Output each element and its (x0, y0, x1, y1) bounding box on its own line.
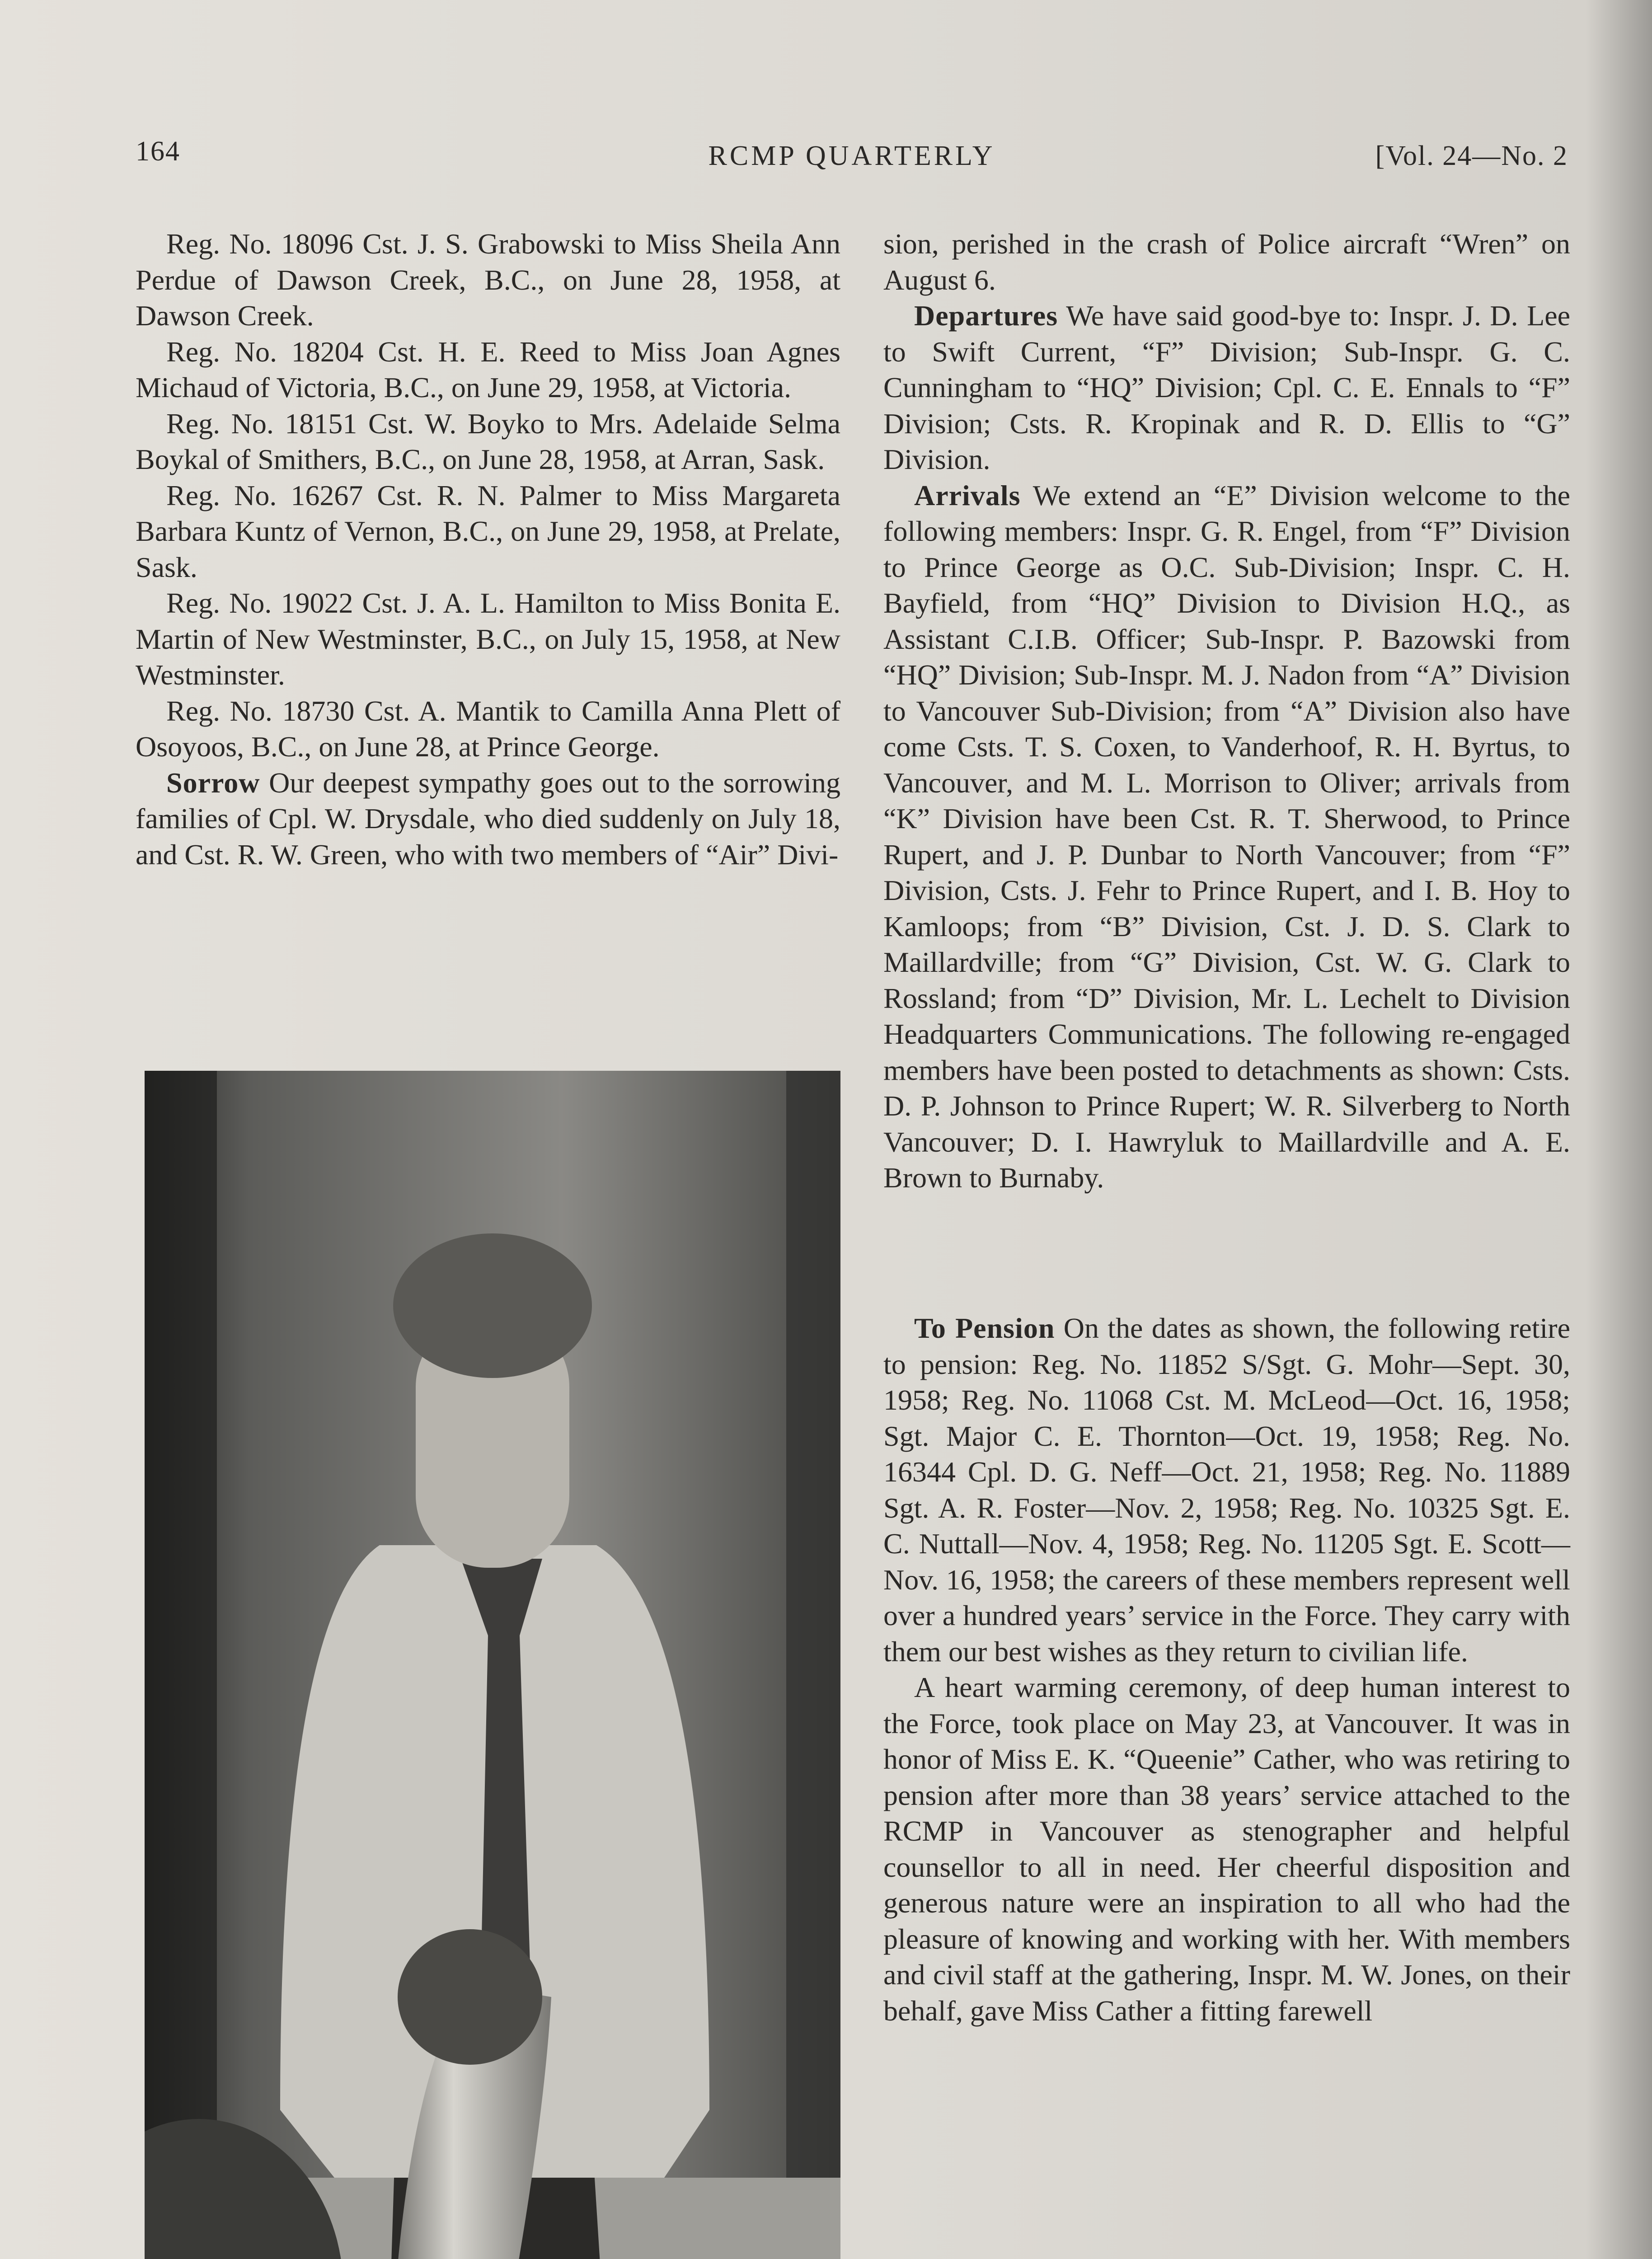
running-header (136, 136, 1568, 176)
marriage-entry: Reg. No. 18730 Cst. A. Mantik to Camilla Anna Plett of Osoyoos, B.C., on June 28, at Prince George. (136, 694, 840, 763)
departures-text: We have said good-bye to: Inspr. J. D. Lee to Swift Current, “F” Division; Sub-Inspr. G. C. Cunningham to “HQ” Division; Cpl. C. E. Ennals to “F” Division; Csts. R. Kropinak and R. D. Ellis to “G” Division. (883, 300, 1571, 475)
sorrow-text: Our deepest sympathy goes out to the sorrowing families of Cpl. W. Drysdale, who died suddenly on July 18, and Cst. R. W. Green, who with two members of “Air” Divi- (136, 766, 840, 871)
sorrow-paragraph (136, 765, 840, 873)
ceremony-paragraph: A heart warming ceremony, of deep human interest to the Force, took place on May 23, at Vancouver. It was in honor of Miss E. K. “Queenie” Cather, who was retiring to pension after more than 38 years’ service attached to the RCMP in Vancouver as stenographer and helpful counsellor to all in need. Her cheerful disposition and generous nature were an inspiration to all who had the pleasure of knowing and working with her. With members and civil staff at the gathering, Inspr. M. W. Jones, on their behalf, gave Miss Cather a fitting farewell (883, 1671, 1570, 2027)
sorrow-heading: Sorrow (166, 766, 260, 799)
continued-paragraph: sion, perished in the crash of Police aircraft “Wren” on August 6. (883, 228, 1570, 296)
pension-paragraph (883, 1310, 1570, 1669)
arrivals-heading: Arrivals (914, 479, 1021, 511)
publication-title: RCMP QUARTERLY (708, 141, 995, 171)
right-column (883, 226, 1570, 1196)
photo-illustration (145, 1071, 840, 2259)
arrivals-paragraph (883, 478, 1570, 1196)
marriage-entry: Reg. No. 19022 Cst. J. A. L. Hamilton to Miss Bonita E. Martin of New Westminster, B.C., on July 15, 1958, at New Westminster. (136, 587, 840, 691)
arrivals-text: We extend an “E” Division welcome to the following members: Inspr. G. R. Engel, from “F” Division to Prince George as O.C. Sub-Division; Inspr. C. H. Bayfield, from “HQ” Division to Division H.Q., as Assistant C.I.B. Officer; Sub-Inspr. P. Bazowski from “HQ” Division; Sub-Inspr. M. J. Nadon from “A” Division to Vancouver Sub-Division; from “A” Division also have come Csts. T. S. Coxen, to Vanderhoof, R. H. Byrtus, to Vancouver, and M. L. Morrison to Oliver; arrivals from “K” Division have been Cst. R. T. Sherwood, to Prince Rupert, and J. P. Dunbar to North Vancouver; from “F” Division, Csts. J. Fehr to Prince Rupert, and I. B. Hoy to Kamloops; from “B” Division, Cst. J. D. S. Clark to Maillardville; from “G” Division, Cst. W. G. Clark to Rossland; from “D” Division, Mr. L. Lechelt to Division Headquarters Communications. The following re-engaged members have been posted to detachments as shown: Csts. D. P. Johnson to Prince Rupert; W. R. Silverberg to North Vancouver; D. I. Hawryluk to Maillardville and A. E. Brown to Burnaby. (883, 479, 1570, 1194)
pension-heading: To Pension (914, 1312, 1055, 1344)
left-column (136, 226, 840, 872)
marriage-entry: Reg. No. 18151 Cst. W. Boyko to Mrs. Adelaide Selma Boykal of Smithers, B.C., on June 28, 1958, at Arran, Sask. (136, 407, 840, 475)
right-column-lower (883, 1310, 1570, 2029)
page-number: 164 (136, 136, 180, 167)
pension-text: On the dates as shown, the following retire to pension: Reg. No. 11852 S/Sgt. G. Mohr—Sept. 30, 1958; Reg. No. 11068 Cst. M. McLeod—Oct. 16, 1958; Sgt. Major C. E. Thornton—Oct. 19, 1958; Reg. No. 16344 Cpl. D. G. Neff—Oct. 21, 1958; Reg. No. 11889 Sgt. A. R. Foster—Nov. 2, 1958; Reg. No. 10325 Sgt. E. C. Nuttall—Nov. 4, 1958; Reg. No. 11205 Sgt. E. Scott—Nov. 16, 1958; the careers of these members represent well over a hundred years’ service in the Force. They carry with them our best wishes as they return to civilian life. (883, 1312, 1571, 1668)
photo-officer-with-salmon (145, 1071, 840, 2259)
marriage-entry: Reg. No. 18204 Cst. H. E. Reed to Miss Joan Agnes Michaud of Victoria, B.C., on June 29, 1958, at Victoria. (136, 335, 840, 403)
volume-info: [Vol. 24—No. 2 (1375, 141, 1568, 171)
departures-heading: Departures (914, 300, 1058, 332)
departures-paragraph (883, 298, 1570, 478)
marriage-entry: Reg. No. 18096 Cst. J. S. Grabowski to Miss Sheila Ann Perdue of Dawson Creek, B.C., on June 28, 1958, at Dawson Creek. (136, 228, 840, 332)
marriage-entry: Reg. No. 16267 Cst. R. N. Palmer to Miss Margareta Barbara Kuntz of Vernon, B.C., on June 29, 1958, at Prelate, Sask. (136, 479, 840, 583)
